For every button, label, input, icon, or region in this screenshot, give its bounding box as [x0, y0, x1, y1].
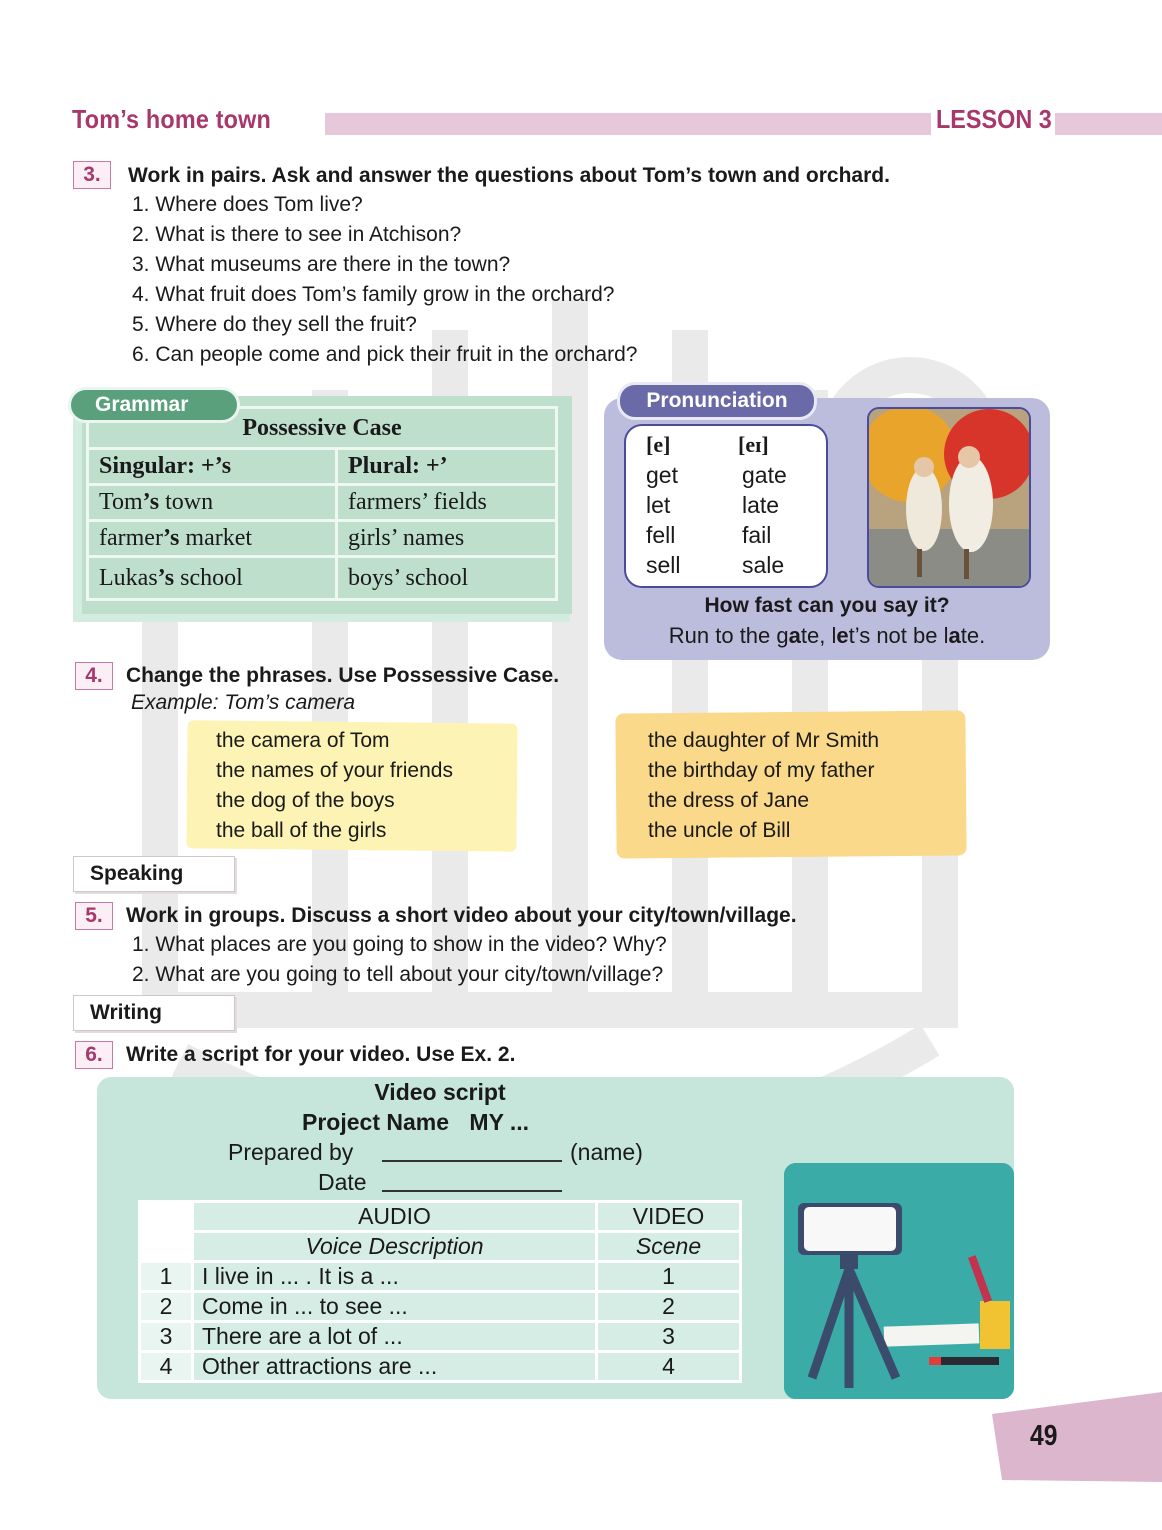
phrase-item: the dog of the boys	[216, 789, 395, 812]
page-header-title: Tom’s home town	[72, 104, 271, 134]
plural-example: farmers’ fields	[337, 485, 557, 521]
page-number: 49	[1030, 1420, 1058, 1452]
word-ei: late	[742, 492, 780, 518]
video-cell: 3	[597, 1322, 741, 1352]
phrase-item: the camera of Tom	[216, 729, 390, 752]
table-row	[140, 1262, 741, 1292]
project-name-line	[302, 1109, 529, 1136]
phrase-item: the daughter of Mr Smith	[648, 729, 880, 752]
question-list	[132, 930, 667, 990]
exercise-instruction: Write a script for your video. Use Ex. 2.	[126, 1043, 516, 1066]
phrase-item: the names of your friends	[216, 759, 453, 782]
row-number: 4	[140, 1352, 193, 1382]
phrase-item: the dress of Jane	[648, 789, 810, 812]
exercise-number: 6.	[75, 1041, 113, 1069]
vowel-e-column	[646, 430, 681, 580]
project-name-value: MY ...	[469, 1109, 530, 1135]
section-label-speaking: Speaking	[73, 856, 235, 892]
table-corner-cell	[140, 1202, 193, 1232]
exercise-instruction: Work in groups. Discuss a short video about your city/town/village.	[126, 904, 797, 927]
project-name-label: Project Name	[302, 1109, 450, 1135]
exercise-number: 4.	[75, 662, 113, 690]
phrase-item: the uncle of Bill	[648, 819, 791, 842]
question-item: 4. What fruit does Tom’s family grow in the orchard?	[132, 283, 615, 306]
possessive-case-table	[86, 406, 558, 601]
video-script-title: Video script	[374, 1079, 506, 1105]
question-item: 2. What is there to see in Atchison?	[132, 223, 462, 246]
running-girls-photo	[867, 407, 1031, 588]
audio-cell: I live in ... . It is a ...	[193, 1262, 597, 1292]
question-item: 1. Where does Tom live?	[132, 193, 363, 216]
question-item: 1. What places are you going to show in the video? Why?	[132, 933, 667, 956]
exercise-instruction: Change the phrases. Use Possessive Case.	[126, 664, 560, 687]
table-row	[140, 1352, 741, 1382]
date-label: Date	[318, 1169, 367, 1195]
table-corner-cell	[140, 1232, 193, 1262]
singular-example: farmer’s market	[88, 521, 337, 557]
video-cell: 4	[597, 1352, 741, 1382]
exercise-instruction: Work in pairs. Ask and answer the questions about Tom’s town and orchard.	[128, 164, 890, 187]
column-header-video: VIDEO	[597, 1202, 741, 1232]
header-divider-bar-right	[1055, 113, 1162, 135]
word-e: sell	[646, 552, 681, 578]
question-item: 3. What museums are there in the town?	[132, 253, 511, 276]
question-item: 6. Can people come and pick their fruit in the orchard?	[132, 343, 638, 366]
header-divider-bar	[325, 113, 931, 135]
table-row	[140, 1292, 741, 1322]
plural-example: boys’ school	[337, 557, 557, 600]
singular-example: Lukas’s school	[88, 557, 337, 600]
grammar-tab-label: Grammar	[68, 387, 240, 423]
subheader-voice-description: Voice Description	[193, 1232, 597, 1262]
prepared-by-suffix: (name)	[570, 1139, 643, 1165]
exercise-number: 3.	[73, 161, 111, 189]
question-item: 5. Where do they sell the fruit?	[132, 313, 417, 336]
video-script-table	[138, 1200, 742, 1383]
audio-cell: There are a lot of ...	[193, 1322, 597, 1352]
pronunciation-word-list	[624, 424, 828, 588]
column-header-plural: Plural: +’	[337, 449, 557, 485]
tongue-twister-question: How fast can you say it?	[704, 594, 950, 617]
row-number: 3	[140, 1322, 193, 1352]
phone-tripod-illustration	[784, 1163, 1014, 1399]
video-cell: 1	[597, 1262, 741, 1292]
exercise-number: 5.	[75, 902, 113, 930]
lesson-label: LESSON 3	[936, 104, 1052, 134]
tongue-twister: Run to the gate, let’s not be late.	[668, 623, 986, 648]
row-number: 1	[140, 1262, 193, 1292]
video-cell: 2	[597, 1292, 741, 1322]
audio-cell: Come in ... to see ...	[193, 1292, 597, 1322]
column-header-singular: Singular: +’s	[88, 449, 337, 485]
word-e: let	[646, 492, 671, 518]
row-number: 2	[140, 1292, 193, 1322]
singular-example: Tom’s town	[88, 485, 337, 521]
question-list	[132, 190, 637, 370]
subheader-scene: Scene	[597, 1232, 741, 1262]
phoneme-ei: [eɪ]	[738, 432, 769, 457]
column-header-audio: AUDIO	[193, 1202, 597, 1232]
prepared-by-label: Prepared by	[228, 1139, 354, 1165]
page-number-tab	[992, 1392, 1162, 1482]
exercise-example: Example: Tom’s camera	[131, 691, 356, 714]
audio-cell: Other attractions are ...	[193, 1352, 597, 1382]
question-item: 2. What are you going to tell about your city/town/village?	[132, 963, 664, 986]
section-label-writing: Writing	[73, 995, 235, 1031]
pronunciation-tab-label: Pronunciation	[617, 382, 817, 420]
date-blank-line	[382, 1190, 562, 1192]
table-row	[140, 1322, 741, 1352]
word-ei: gate	[742, 462, 787, 488]
grammar-table-title: Possessive Case	[88, 408, 557, 449]
plural-example: girls’ names	[337, 521, 557, 557]
phrase-item: the birthday of my father	[648, 759, 875, 782]
word-ei: sale	[742, 552, 785, 578]
phrase-list-right	[648, 726, 879, 846]
word-e: fell	[646, 522, 676, 548]
phrase-item: the ball of the girls	[216, 819, 387, 842]
word-e: get	[646, 462, 678, 488]
vowel-ei-column	[738, 430, 787, 580]
phrase-list-left	[216, 726, 453, 846]
phoneme-e: [e]	[646, 432, 671, 457]
word-ei: fail	[742, 522, 772, 548]
prepared-by-blank-line	[382, 1160, 562, 1162]
